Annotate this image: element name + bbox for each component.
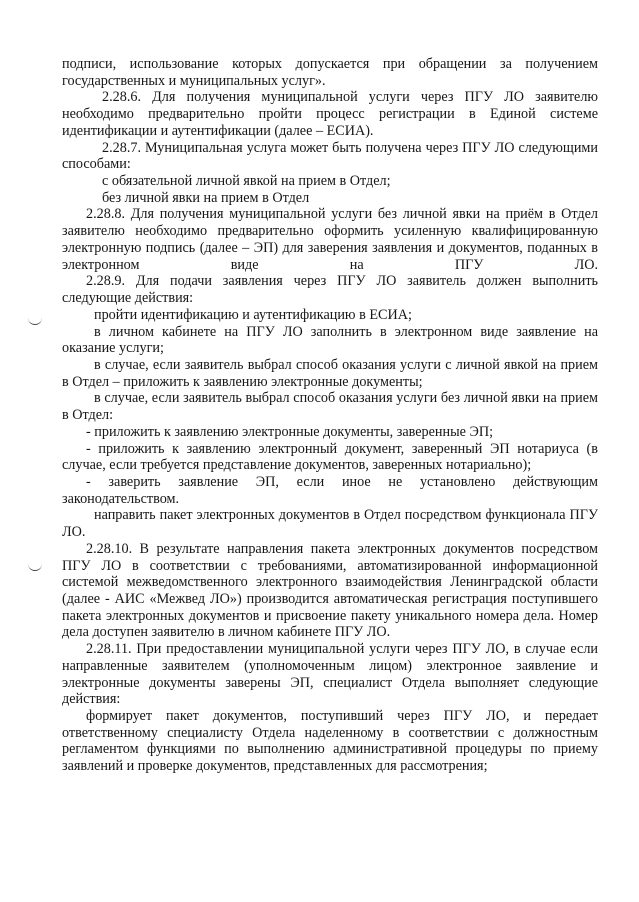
action-fill-application: в личном кабинете на ПГУ ЛО заполнить в электронном виде заявление на оказание услуги; — [62, 323, 598, 357]
paragraph-2-28-8: 2.28.8. Для получения муниципальной услуги без личной явки на приём в Отдел заявителю необходимо предварительно оформить усиленную квалифицированную электронную подпись (далее – ЭП) для заверения заявления и документов, поданных в электронном виде на ПГУ ЛО. — [62, 206, 598, 273]
subaction-attach-documents: - приложить к заявлению электронные документы, заверенные ЭП; — [86, 423, 494, 440]
paragraph-signature-continuation: подписи, использование которых допускается при обращении за получением государственных и муниципальных услуг». — [62, 56, 598, 89]
list-item-without-personal-visit: без личной явки на прием в Отдел — [102, 189, 310, 206]
action-with-personal-visit: в случае, если заявитель выбрал способ оказания услуги с личной явкой на прием в Отдел – приложить к заявлению электронные документы; — [62, 356, 598, 390]
paragraph-2-28-7: 2.28.7. Муниципальная услуга может быть получена через ПГУ ЛО следующими способами: — [62, 139, 598, 173]
paragraph-2-28-9: 2.28.9. Для подачи заявления через ПГУ ЛО заявитель должен выполнить следующие действия: — [62, 273, 598, 307]
action-without-personal-visit: в случае, если заявитель выбрал способ оказания услуги без личной явки на прием в Отдел: — [62, 390, 598, 424]
action-form-document-package: формирует пакет документов, поступивший через ПГУ ЛО, и передает ответственному специалисту Отдела наделенному в соответствии с должностным регламентом функциями по выполнению административной процедуры по приему заявлений и проверке документов, представленных для рассмотрения; — [62, 708, 598, 775]
margin-mark-top — [28, 316, 42, 325]
action-send-package: направить пакет электронных документов в Отдел посредством функционала ПГУ ЛО. — [62, 507, 598, 541]
paragraph-2-28-10: 2.28.10. В результате направления пакета электронных документов посредством ПГУ ЛО в соответствии с требованиями, автоматизированной информационной системой межведомственного электронного взаимодействия Ленинградской области (далее - АИС «Межвед ЛО») производится автоматическая регистрация поступившего пакета электронных документов и присвоение пакету уникального номера дела. Номер дела доступен заявителю в личном кабинете ПГУ ЛО. — [62, 540, 598, 641]
action-identification: пройти идентификацию и аутентификацию в ЕСИА; — [94, 306, 412, 323]
paragraph-2-28-11: 2.28.11. При предоставлении муниципальной услуги через ПГУ ЛО, в случае если направленные заявителем (уполномоченным лицом) электронное заявление и электронные документы заверены ЭП, специалист Отдела выполняет следующие действия: — [62, 641, 598, 708]
margin-mark-bottom — [28, 562, 42, 571]
subaction-sign-application: - заверить заявление ЭП, если иное не установлено действующим законодательством. — [62, 473, 598, 507]
document-body — [62, 56, 598, 775]
list-item-with-personal-visit: с обязательной личной явкой на прием в Отдел; — [102, 173, 391, 190]
paragraph-2-28-6: 2.28.6. Для получения муниципальной услуги через ПГУ ЛО заявителю необходимо предварительно пройти процесс регистрации в Единой системе идентификации и аутентификации (далее – ЕСИА). — [62, 89, 598, 139]
subaction-attach-notarized-document: - приложить к заявлению электронный документ, заверенный ЭП нотариуса (в случае, если требуется представление документов, заверенных нотариально); — [62, 440, 598, 474]
